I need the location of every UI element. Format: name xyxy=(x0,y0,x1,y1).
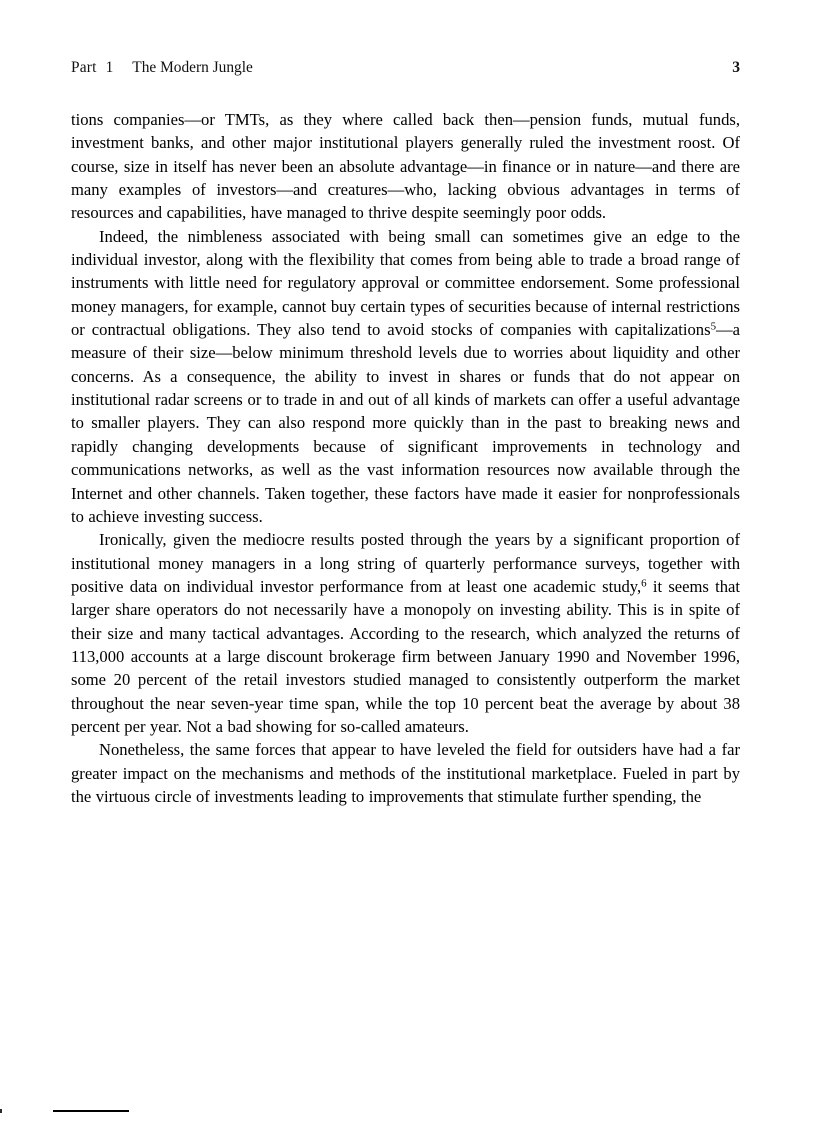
running-head-part-label: Part xyxy=(71,59,97,76)
paragraph-4-text: Nonetheless, the same forces that appear to have leveled the field for outsiders have had a far greater impact on the mechanisms and methods of the institutional marketplace. Fueled in part by the virtuous circle of investments leading to improvements that stimulate further spending, the xyxy=(71,740,740,806)
running-head-part-number: 1 xyxy=(105,59,114,76)
running-head-left xyxy=(71,58,253,78)
paragraph-3-text-before-footnote: Ironically, given the mediocre results posted through the years by a significant proportion of institutional money managers in a long string of quarterly performance surveys, together with positive data on individual investor performance from at least one academic study, xyxy=(71,530,740,596)
paragraph-2-text-after-footnote: —a measure of their size—below minimum threshold levels due to worries about liquidity and other concerns. As a consequence, the ability to invest in shares or funds that do not appear on institutional radar screens or to trade in and out of all kinds of markets can offer a useful advantage to smaller players. They can also respond more quickly than in the past to breaking news and rapidly changing developments because of significant improvements in technology and communications networks, as well as the vast information resources now available through the Internet and other channels. Taken together, these factors have made it easier for nonprofessionals to achieve investing success. xyxy=(71,320,740,526)
page-number: 3 xyxy=(732,59,740,76)
page-edge-artifact xyxy=(0,1109,2,1113)
body-text-column xyxy=(71,108,740,808)
paragraph-1 xyxy=(71,108,740,225)
paragraph-1-text: tions companies—or TMTs, as they where called back then—pension funds, mutual funds, investment banks, and other major institutional players generally ruled the investment roost. Of course, size in itself has never been an absolute advantage—in finance or in nature—and there are many examples of investors—and creatures—who, lacking obvious advantages in terms of resources and capabilities, have managed to thrive despite seemingly poor odds. xyxy=(71,110,740,223)
footnote-marker-6: 6 xyxy=(641,577,647,590)
footnote-separator-rule xyxy=(53,1110,129,1112)
running-head xyxy=(71,58,740,82)
paragraph-2-text-before-footnote: Indeed, the nimbleness associated with being small can sometimes give an edge to the individual investor, along with the flexibility that comes from being able to trade a broad range of instruments with little need for regulatory approval or committee endorsement. Some professional money managers, for example, cannot buy certain types of securities because of internal restrictions or contractual obligations. They also tend to avoid stocks of companies with capitalizations xyxy=(71,226,740,340)
paragraph-3-text-after-footnote: it seems that larger share operators do not necessarily have a monopoly on investing ability. This is in spite of their size and many tactical advantages. According to the research, which analyzed the returns of 113,000 accounts at a large discount brokerage firm between January 1990 and November 1996, some 20 percent of the retail investors studied managed to consistently outperform the market throughout the near seven-year time span, while the top 10 percent beat the average by about 38 percent per year. Not a bad showing for so-called amateurs. xyxy=(71,576,740,736)
footnote-marker-5: 5 xyxy=(710,320,717,333)
paragraph-2 xyxy=(71,225,740,528)
paragraph-4 xyxy=(71,738,740,808)
paragraph-3 xyxy=(71,528,740,738)
running-head-section-title: The Modern Jungle xyxy=(132,59,253,76)
